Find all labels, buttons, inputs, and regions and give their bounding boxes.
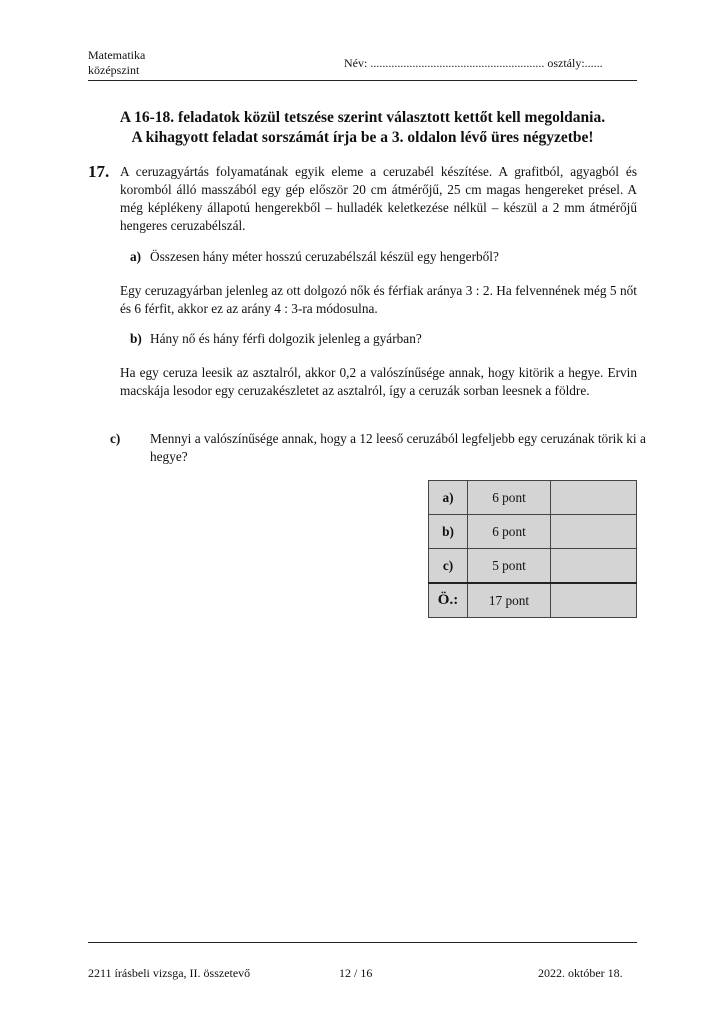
instruction-line-1: A 16-18. feladatok közül tetszése szerint választott kettőt kell megoldania. <box>119 109 606 126</box>
task-paragraph-3: Ha egy ceruza leesik az asztalról, akkor 0,2 a valószínűsége annak, hogy kitörik a hegye. Ervin macskája lesodor egy ceruzakészletet az asztalról, így a ceruzák sorban leesnek a földre. <box>120 365 637 398</box>
subtask-b-text: Hány nő és hány férfi dolgozik jelenleg a gyárban? <box>150 331 422 346</box>
footer-divider <box>88 942 637 943</box>
score-row <box>429 549 637 584</box>
score-entry-cell[interactable] <box>551 515 637 549</box>
subtask-c <box>110 430 657 466</box>
task-number: 17. <box>88 162 110 181</box>
class-field-label: osztály:...... <box>547 56 603 70</box>
subtask-a <box>130 248 637 266</box>
score-total-entry-cell[interactable] <box>551 583 637 618</box>
instruction-line-2: A kihagyott feladat sorszámát írja be a 3. oldalon lévő üres négyzetbe! <box>131 129 594 146</box>
name-field-label: Név: .......................................................... <box>344 56 545 70</box>
task-intro: A ceruzagyártás folyamatának egyik eleme a ceruzabél készítése. A grafitból, agyagból és koromból álló masszából egy gép először 20 cm átmérőjű, 25 cm magas hengereket présel. A még képlékeny állapotú hengerekből – hulladék keletkezése nélkül – készül a 2 mm átmérőjű hengeres ceruzabélszál. <box>120 164 637 233</box>
subtask-a-label: a) <box>130 249 142 264</box>
score-entry-cell[interactable] <box>551 481 637 515</box>
score-total-row <box>429 583 637 618</box>
score-row-label: c) <box>429 549 468 584</box>
footer-exam-info: 2211 írásbeli vizsga, II. összetevő <box>88 966 251 980</box>
subtask-b-label: b) <box>130 331 142 346</box>
task-paragraph-2: Egy ceruzagyárban jelenleg az ott dolgozó nők és férfiak aránya 3 : 2. Ha felvennének még 5 nőt és 6 férfit, akkor ez az arány 4 : 3-ra módosulna. <box>120 283 637 316</box>
score-row-points: 5 pont <box>468 549 551 584</box>
footer-date: 2022. október 18. <box>538 966 623 980</box>
subtask-c-text: Mennyi a valószínűsége annak, hogy a 12 leeső ceruzából legfeljebb egy ceruzának törik ki a hegye? <box>150 431 646 464</box>
score-row <box>429 481 637 515</box>
score-entry-cell[interactable] <box>551 549 637 584</box>
score-total-label: Ö.: <box>429 583 468 618</box>
subtask-a-text: Összesen hány méter hosszú ceruzabélszál készül egy hengerből? <box>150 249 499 264</box>
score-row-points: 6 pont <box>468 515 551 549</box>
score-row-points: 6 pont <box>468 481 551 515</box>
instructions <box>88 108 637 148</box>
name-class-fields <box>344 56 603 71</box>
header-divider <box>88 80 637 81</box>
subject-label <box>88 48 145 78</box>
score-table <box>428 480 637 618</box>
subtask-c-label: c) <box>110 431 121 446</box>
footer-page-number: 12 / 16 <box>339 966 373 980</box>
subject-name: Matematika <box>88 48 146 62</box>
score-total-points: 17 pont <box>468 583 551 618</box>
score-row-label: a) <box>429 481 468 515</box>
score-row-label: b) <box>429 515 468 549</box>
subtask-b <box>130 330 637 348</box>
exam-level: középszint <box>88 63 140 77</box>
score-row <box>429 515 637 549</box>
